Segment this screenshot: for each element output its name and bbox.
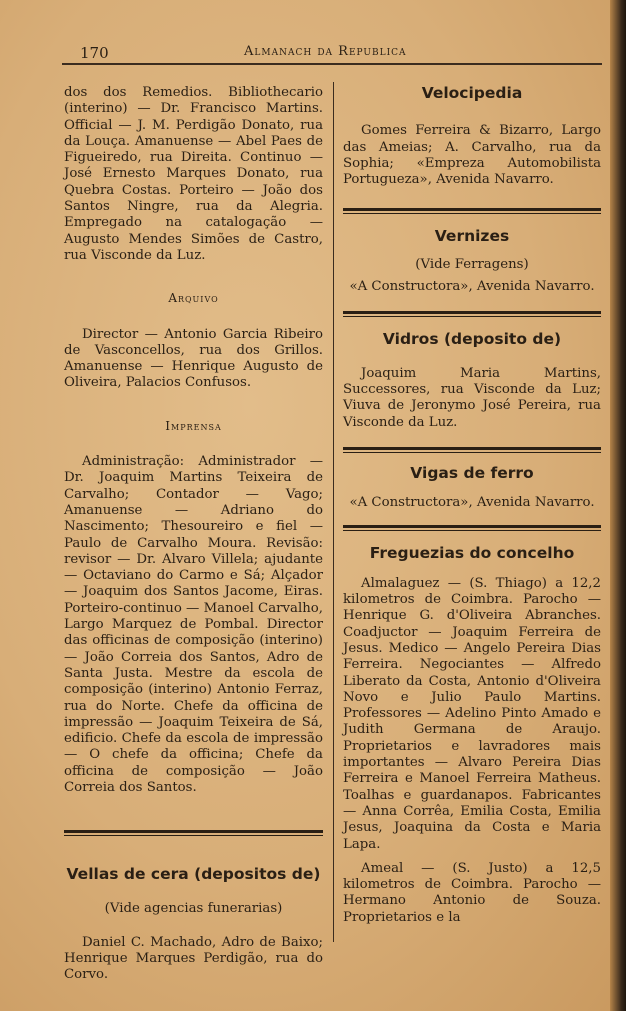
almalaguez-paragraph: Almalaguez — (S. Thiago) a 12,2 kilometros de Coimbra. Parocho — Henrique G. d'Oliveira Abranches. Coadjuctor — Joaquim Ferreira de Jesus. Medico — Angelo Pereira Dias Ferreira. Negociantes — Alfredo Liberato da Costa, Antonio d'Oliveira Novo e Julio Paulo Martins. Professores — Adelino Pinto Amado e Judith Germana de Araujo. Proprietarios e lavradores mais importantes — Alvaro Pereira Dias Ferreira e Manoel Ferreira Matheus. Toalhas e guardanapos. Fabricantes — Anna Corrêa, Emilia Costa, Emilia Jesus, Joaquina da Costa e Maria Lapa. <box>343 575 601 852</box>
left-column <box>64 85 323 984</box>
page-number: 170 <box>80 44 109 62</box>
vidros-paragraph: Joaquim Maria Martins, Successores, rua Visconde da Luz; Viuva de Jeronymo José Pereira, rua Visconde da Luz. <box>343 365 601 430</box>
column-divider <box>333 82 334 942</box>
book-edge <box>610 0 626 1011</box>
header-rule <box>62 63 602 65</box>
vernizes-paragraph: «A Constructora», Avenida Navarro. <box>349 279 595 295</box>
running-title: Almanach da Republica <box>244 44 407 59</box>
vigas-heading: Vigas de ferro <box>410 463 534 482</box>
vidros-heading: Vidros (deposito de) <box>382 330 562 349</box>
velocipedia-paragraph: Gomes Ferreira & Bizarro, Largo das Ameias; A. Carvalho, rua da Sophia; «Empreza Automobilista Portugueza», Avenida Navarro. <box>343 123 601 188</box>
vigas-paragraph: «A Constructora», Avenida Navarro. <box>349 495 595 511</box>
imprensa-heading: Imprensa <box>165 418 222 433</box>
imprensa-paragraph: Administração: Administrador — Dr. Joaquim Martins Teixeira de Carvalho; Contador — Vago; Amanuense — Adriano do Nascimento; Thesoureiro e fiel — Paulo de Carvalho Moura. Revisão: revisor — Dr. Alvaro Villela; ajudante — Octaviano do Carmo e Sá; Alçador — Joaquim dos Santos Jacome, Eiras. Porteiro-continuo — Manoel Carvalho, Largo Marquez de Pombal. Director das officinas de composição (interino) — João Correia dos Santos, Adro de Santa Justa. Mestre da escola de composição (interino) Antonio Ferraz, rua do Norte. Chefe da officina de impressão — Joaquim Teixeira de Sá, edificio. Chefe da escola de impressão — O chefe da officina; Chefe da officina de composição — João Correia dos Santos. <box>64 454 323 795</box>
arquivo-heading: Arquivo <box>168 291 219 306</box>
vellas-subheading: (Vide agencias funerarias) <box>104 900 283 916</box>
arquivo-paragraph: Director — Antonio Garcia Ribeiro de Vasconcellos, rua dos Grillos. Amanuense — Henrique Augusto de Oliveira, Palacios Confusos. <box>64 326 323 391</box>
vellas-paragraph: Daniel C. Machado, Adro de Baixo; Henrique Marques Perdigão, rua do Corvo. <box>64 934 323 983</box>
vellas-heading: Vellas de cera (depositos de) <box>66 865 321 884</box>
velocipedia-heading: Velocipedia <box>421 84 523 102</box>
freguezias-heading: Freguezias do concelho <box>369 544 575 563</box>
vernizes-heading: Vernizes <box>434 227 510 246</box>
right-column <box>343 85 601 926</box>
bibliotheca-paragraph: dos dos Remedios. Bibliothecario (interino) — Dr. Francisco Martins. Official — J. M. Perdigão Donato, rua da Louça. Amanuense — Abel Paes de Figueiredo, rua Direita. Continuo — José Ernesto Marques Donato, rua Quebra Costas. Porteiro — João dos Santos Ningre, rua da Alegria. Empregado na catalogação — Augusto Mendes Simões de Castro, rua Visconde da Luz. <box>64 85 323 263</box>
vernizes-subheading: (Vide Ferragens) <box>415 256 529 272</box>
ameal-paragraph: Ameal — (S. Justo) a 12,5 kilometros de Coimbra. Parocho — Hermano Antonio de Souza. Proprietarios e la <box>343 860 601 925</box>
